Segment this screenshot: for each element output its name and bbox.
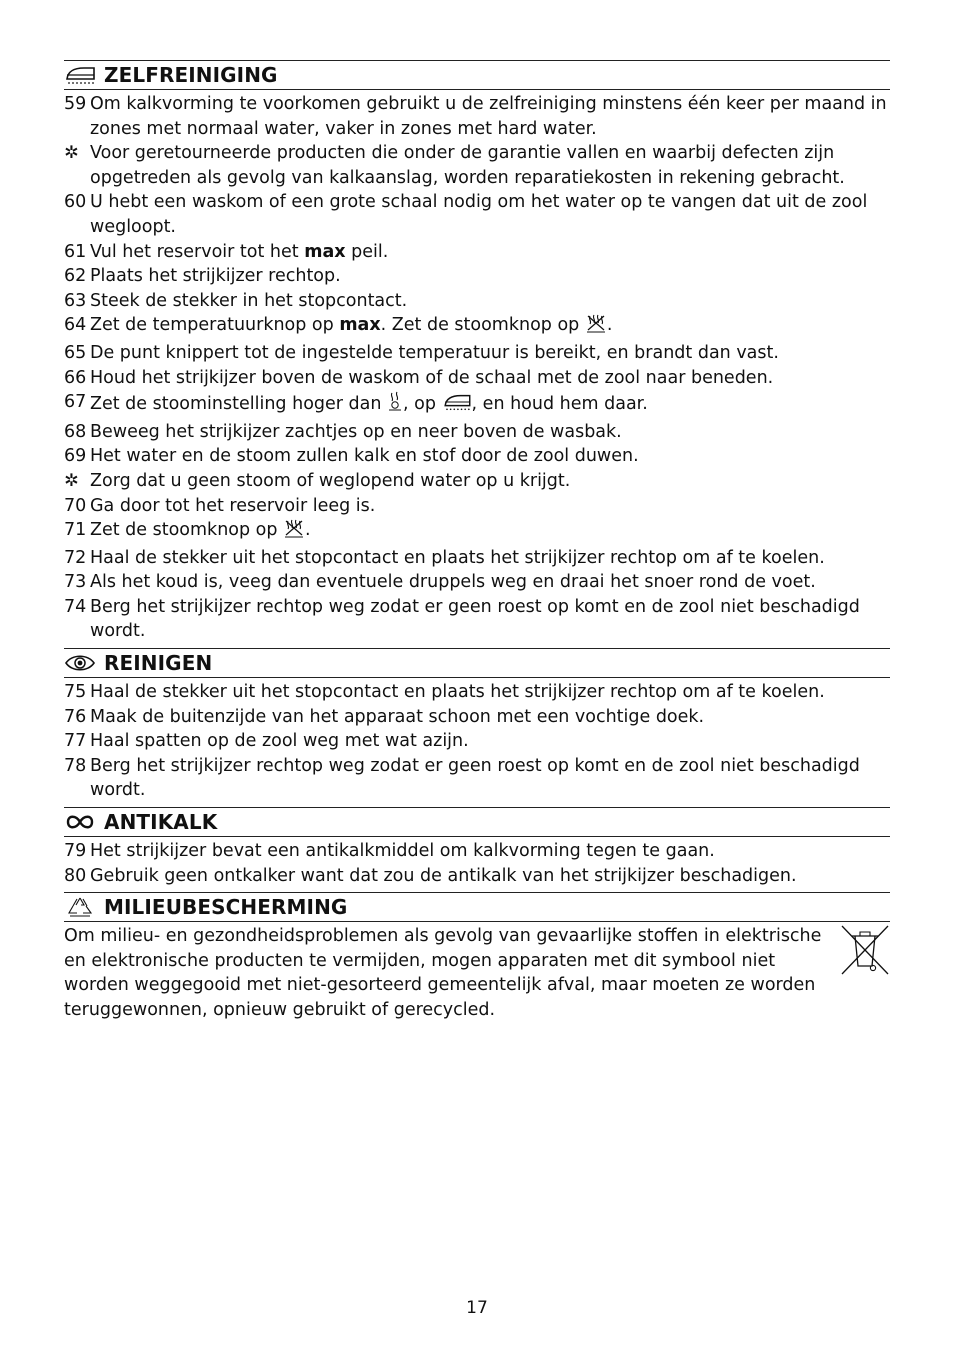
section-reinigen-header	[64, 648, 890, 678]
infinity-icon	[64, 811, 96, 833]
list-item: 65 De punt knippert tot de ingestelde temperatuur is bereikt, en brandt dan vast.	[64, 342, 779, 363]
list-item: 77 Haal spatten op de zool weg met wat azijn.	[64, 731, 469, 752]
list-item: 63 Steek de stekker in het stopcontact.	[64, 290, 408, 311]
section-antikalk-header	[64, 807, 890, 837]
list-item-warning: ✲ Voor geretourneerde producten die onder de garantie vallen en waarbij defecten zijn opgetreden als gevolg van kalkaanslag, worden reparatiekosten in rekening gebracht.	[64, 141, 890, 190]
section-milieu-header	[64, 892, 890, 922]
list-item: 78 Berg het strijkijzer rechtop weg zodat er geen roest op komt en de zool niet beschadigd wordt.	[64, 755, 860, 801]
no-steam-icon	[585, 313, 607, 341]
list-item: 61 Vul het reservoir tot het max peil.	[64, 241, 389, 262]
page-number: 17	[466, 1298, 488, 1318]
list-item: 68 Beweeg het strijkijzer zachtjes op en neer boven de wasbak.	[64, 421, 622, 442]
iron-steam-icon	[64, 64, 96, 86]
list-item: 75 Haal de stekker uit het stopcontact en plaats het strijkijzer rechtop om af te koelen.	[64, 682, 825, 703]
eye-icon	[64, 652, 96, 674]
list-item: 62 Plaats het strijkijzer rechtop.	[64, 266, 341, 287]
list-item: 67 Zet de stoominstelling hoger dan , op , en houd hem daar.	[64, 390, 890, 420]
environment-text: Om milieu- en gezondheidsproblemen als gevolg van gevaarlijke stoffen in elektrische en elektronische producten te vermijden, mogen apparaten met dit symbool niet worden weggegooid met niet-gesorteerd gemeentelijk afval, maar moeten ze worden teruggewonnen, opnieuw gebruikt of gerecycled.	[64, 926, 822, 1020]
list-item: 72 Haal de stekker uit het stopcontact en plaats het strijkijzer rechtop om af te koelen.	[64, 547, 825, 568]
page	[64, 60, 890, 1023]
list-item-warning: ✲ Zorg dat u geen stoom of weglopend water op u krijgt.	[64, 469, 890, 494]
section-title: ANTIKALK	[104, 810, 218, 835]
list-item: 80 Gebruik geen ontkalker want dat zou de antikalk van het strijkijzer beschadigen.	[64, 865, 797, 886]
list-item: 70 Ga door tot het reservoir leeg is.	[64, 495, 376, 516]
zelfreiniging-list	[64, 90, 890, 648]
section-zelfreiniging-header	[64, 60, 890, 90]
list-item: 60 U hebt een waskom of een grote schaal nodig om het water op te vangen dat uit de zool wegloopt.	[64, 192, 868, 237]
list-item: 74 Berg het strijkijzer rechtop weg zodat er geen roest op komt en de zool niet beschadigd wordt.	[64, 596, 860, 642]
warning-star-icon: ✲	[64, 470, 79, 491]
warning-star-icon: ✲	[64, 143, 79, 164]
section-milieu	[64, 892, 890, 1022]
list-item: 73 Als het koud is, veeg dan eventuele druppels weg en draai het snoer rond de voet.	[64, 572, 816, 593]
steam-level-icon	[387, 390, 403, 420]
iron-steam-icon	[442, 392, 472, 420]
list-item: 79 Het strijkijzer bevat een antikalkmiddel om kalkvorming tegen te gaan.	[64, 841, 715, 862]
list-item: 71 Zet de stoomknop op .	[64, 518, 890, 546]
recycle-icon	[64, 896, 96, 918]
section-title: MILIEUBESCHERMING	[104, 895, 348, 920]
list-item: 76 Maak de buitenzijde van het apparaat schoon met een vochtige doek.	[64, 706, 705, 727]
list-item: 66 Houd het strijkijzer boven de waskom of de schaal met de zool naar beneden.	[64, 367, 774, 388]
crossed-bin-icon	[840, 924, 890, 982]
no-steam-icon	[283, 518, 305, 546]
antikalk-list	[64, 837, 890, 892]
list-item: 69 Het water en de stoom zullen kalk en stof door de zool duwen.	[64, 446, 639, 467]
section-title: REINIGEN	[104, 651, 213, 676]
section-title: ZELFREINIGING	[104, 63, 278, 87]
reinigen-list	[64, 678, 890, 807]
list-item: 59 Om kalkvorming te voorkomen gebruikt u de zelfreiniging minstens één keer per maand in zones met normaal water, vaker in zones met hard water.	[64, 94, 887, 139]
list-item: 64 Zet de temperatuurknop op max. Zet de stoomknop op .	[64, 313, 890, 341]
